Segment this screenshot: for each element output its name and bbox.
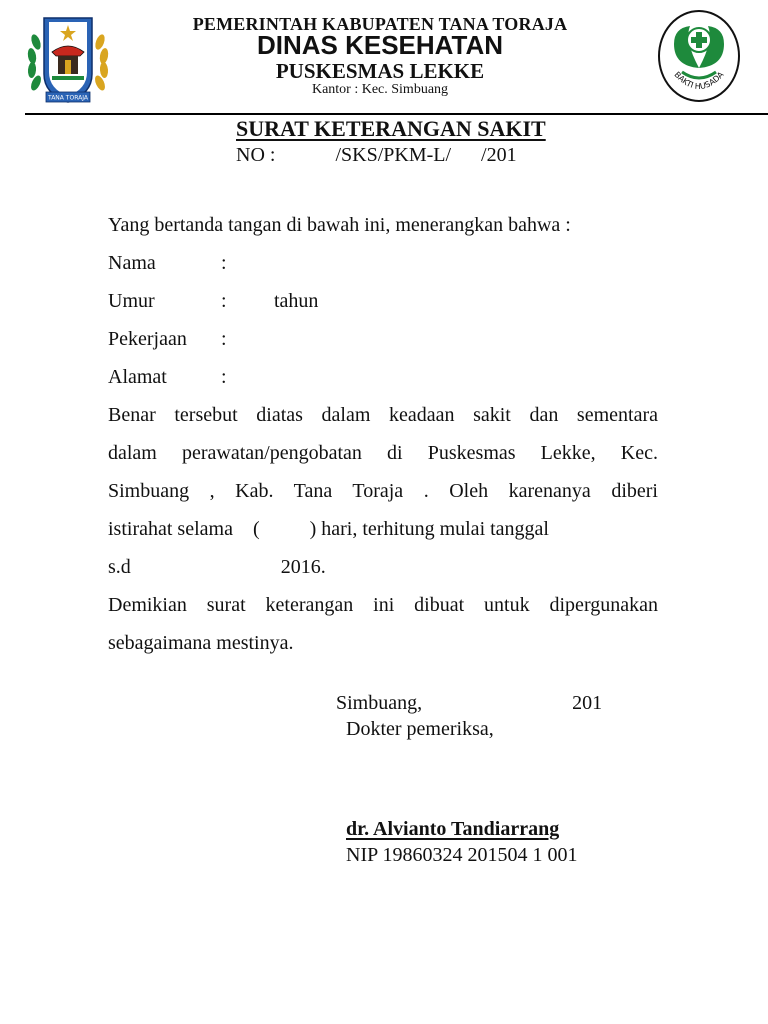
letterhead-government: PEMERINTAH KABUPATEN TANA TORAJA bbox=[192, 14, 568, 34]
tana-toraja-emblem bbox=[22, 12, 114, 108]
paragraph-line: istirahat selama ( ) hari, terhitung mulai tanggal bbox=[108, 518, 549, 540]
signer-role: Dokter pemeriksa, bbox=[346, 718, 494, 740]
health-ministry-logo-icon bbox=[656, 8, 742, 104]
field-label: Umur bbox=[108, 290, 155, 312]
letterhead-department: DINAS KESEHATAN bbox=[256, 30, 504, 60]
signer-name: dr. Alvianto Tandiarrang bbox=[346, 818, 560, 840]
paragraph-line: s.d 2016. bbox=[108, 556, 326, 578]
field-colon: : bbox=[221, 252, 227, 274]
field-label: Pekerjaan bbox=[108, 328, 187, 350]
paragraph-line: dalam perawatan/pengobatan di Puskesmas Lekke, Kec. bbox=[108, 442, 658, 464]
field-colon: : bbox=[221, 290, 227, 312]
paragraph-line: sebagaimana mestinya. bbox=[108, 632, 294, 654]
document-title: SURAT KETERANGAN SAKIT bbox=[236, 116, 546, 141]
paragraph-line: Simbuang , Kab. Tana Toraja . Oleh karenanya diberi bbox=[108, 480, 658, 502]
svg-text:BAKTI HUSADA: BAKTI HUSADA bbox=[672, 70, 726, 92]
field-colon: : bbox=[221, 328, 227, 350]
field-label: Nama bbox=[108, 252, 156, 274]
sick-statement-paragraph bbox=[108, 396, 658, 586]
letterhead-divider bbox=[25, 113, 768, 115]
field-colon: : bbox=[221, 366, 227, 388]
field-unit: tahun bbox=[274, 290, 319, 312]
document-number: NO : /SKS/PKM-L/ /201 bbox=[236, 144, 517, 166]
field-label: Alamat bbox=[108, 366, 167, 388]
intro-statement: Yang bertanda tangan di bawah ini, menerangkan bahwa : bbox=[108, 214, 571, 236]
letterhead-office: Kantor : Kec. Simbuang bbox=[311, 82, 449, 97]
paragraph-line: Demikian surat keterangan ini dibuat untuk dipergunakan bbox=[108, 594, 658, 616]
regency-crest-icon bbox=[22, 12, 114, 108]
svg-text:TANA TORAJA: TANA TORAJA bbox=[48, 94, 88, 102]
paragraph-line: Benar tersebut diatas dalam keadaan sakit dan sementara bbox=[108, 404, 658, 426]
signer-nip: NIP 19860324 201504 1 001 bbox=[346, 844, 578, 866]
place-date: Simbuang, 201 bbox=[336, 692, 603, 714]
bakti-husada-emblem bbox=[656, 8, 742, 104]
closing-paragraph bbox=[108, 586, 658, 662]
letterhead-health-center: PUSKESMAS LEKKE bbox=[275, 59, 485, 83]
